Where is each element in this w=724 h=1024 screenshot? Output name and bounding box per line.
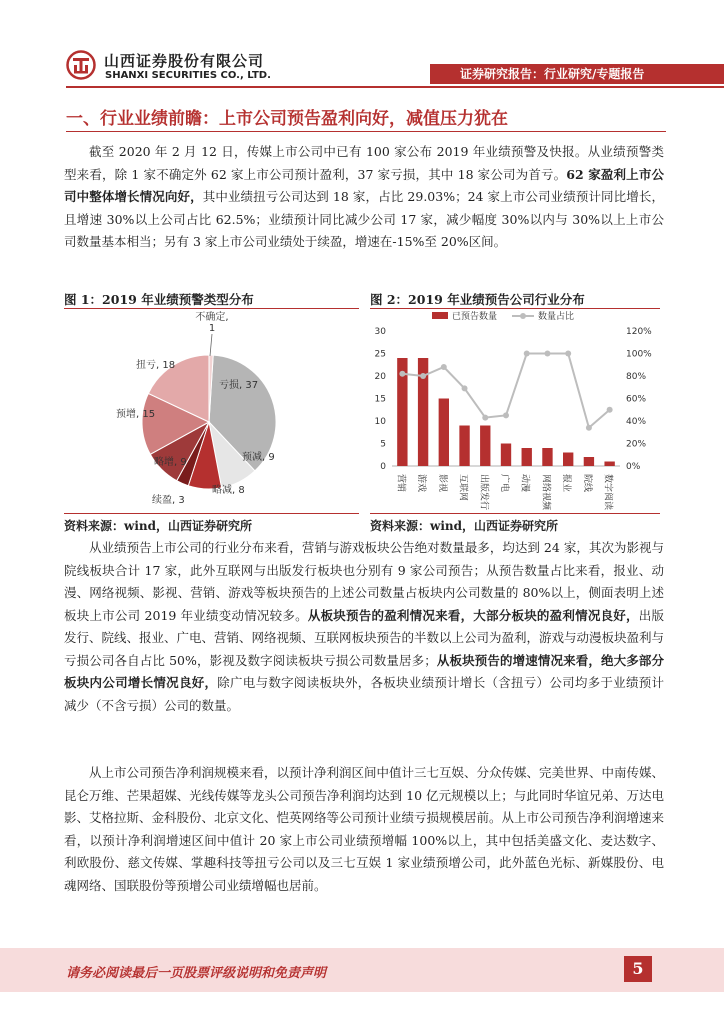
- section-title: 一、行业业绩前瞻：上市公司预告盈利向好，减值压力犹在: [66, 109, 508, 129]
- category-label: 动漫: [519, 474, 530, 493]
- pie-chart: [64, 310, 364, 512]
- category-label: 互联网: [457, 474, 468, 502]
- share-point-游戏: [420, 373, 426, 379]
- share-point-影视: [441, 364, 447, 370]
- figure-1-title: 图 1：2019 年业绩预警类型分布: [64, 292, 254, 307]
- pie-label-5: 略增, 9: [154, 457, 187, 468]
- pie-label-6: 预增, 15: [116, 409, 156, 420]
- paragraph-2-highlight: 从板块预告的盈利情况来看，大部分板块的盈利情况良好，: [307, 607, 639, 623]
- legend-line-label: 数量占比: [538, 312, 575, 322]
- company-name-en: SHANXI SECURITIES CO., LTD.: [105, 70, 271, 81]
- left-tick-label: 30: [374, 327, 386, 337]
- bar-影视: [439, 399, 449, 467]
- legend-bar-label: 已预告数量: [452, 312, 498, 322]
- category-label: 网络视频: [540, 474, 551, 511]
- right-tick-label: 60%: [626, 394, 647, 405]
- share-point-互联网: [462, 385, 468, 391]
- share-point-网络视频: [544, 351, 550, 357]
- right-tick-label: 40%: [626, 417, 647, 427]
- paragraph-3: 从上市公司预告净利润规模来看，以预计净利润区间中值计三七互娱、分众传媒、完美世界、中南传媒、昆仑万维、芒果超媒、光线传媒等龙头公司预告净利润均达到 10 亿元规模以上；与此同时华谊兄弟、万达电影、艾格拉斯、金科股份、北京文化、恺英网络等公司预计业绩亏损规模居前。从上市公司预告净利润增速来看，以预计净利润增速区间中值计 20 家上市公司业绩预增幅 100%以上，其中包括美盛文化、麦达数字、利欧股份、慈文传媒、掌趣科技等扭亏公司以及三七互娱 1 家业绩预增公司，此外蓝色光标、新媒股份、电魂网络、国联股份等预增公司业绩增幅也居前。: [64, 765, 665, 893]
- share-point-广电: [503, 412, 509, 418]
- left-tick-label: 15: [374, 394, 386, 405]
- pie-leader-line: [210, 334, 212, 356]
- share-point-动漫: [524, 351, 530, 357]
- page-header: [0, 0, 724, 90]
- left-tick-label: 5: [380, 439, 386, 450]
- right-tick-label: 120%: [626, 327, 652, 337]
- paragraph-2-highlight-2: 从板块预告的增速情况来看，绝大多部分板块内公司增长情况良好，: [64, 652, 664, 690]
- category-label: 出版发行: [478, 474, 489, 511]
- page-number: 5: [624, 956, 652, 982]
- company-name-cn: 山西证券股份有限公司: [104, 52, 265, 70]
- pie-label-7: 扭亏, 18: [136, 360, 176, 371]
- pie-label-1: 亏损, 37: [219, 380, 259, 391]
- left-tick-label: 25: [374, 349, 386, 360]
- share-point-出版发行: [482, 415, 488, 421]
- right-tick-label: 80%: [626, 372, 647, 382]
- paragraph-1: [64, 141, 664, 254]
- paragraph-2-text-3: 除广电与数字阅读板块外，各板块业绩预计增长（含扭亏）公司均多于业绩预计减少（不含亏损）公司的数量。: [64, 675, 664, 713]
- share-point-报业: [565, 351, 571, 357]
- bar-出版发行: [480, 426, 490, 467]
- paragraph-1-text-2: 其中业绩扭亏公司达到 18 家，占比 29.03%；24 家上市公司业绩预计同比增长，且增速 30%以上公司占比 62.5%；业绩预计同比减少公司 17 家，减少幅度 30%以内与 30%以上上市公司数量基本相当；另有 3 家上市公司业绩处于续盈，增速在-15%至 20%区间。: [64, 189, 664, 249]
- bar-网络视频: [542, 448, 552, 466]
- section-title-divider: [66, 131, 666, 132]
- bar-line-chart: [362, 310, 662, 512]
- share-point-数字阅读: [607, 407, 613, 413]
- category-label: 广电: [499, 474, 509, 493]
- figure-2-source-divider: [370, 513, 660, 514]
- pie-label-8: 不确定,: [195, 312, 229, 323]
- bar-广电: [501, 444, 511, 467]
- figure-2-title-divider: [370, 308, 660, 309]
- pie-label-8-value: 1: [208, 323, 216, 334]
- figure-1-source-divider: [64, 513, 359, 514]
- pie-label-4: 续盈, 3: [152, 495, 185, 506]
- paragraph-1-text: 截至 2020 年 2 月 12 日，传媒上市公司中已有 100 家公布 2019 年业绩预警及快报。从业绩预警类型来看，除 1 家不确定外 62 家上市公司预计盈利，37 家亏损，其中 18 家公司为首亏。: [64, 144, 664, 182]
- category-label: 影视: [436, 474, 447, 493]
- paragraph-2-text-2: 出版发行、院线、报业、广电、营销、网络视频、互联网板块预告的半数以上公司为盈利，游戏与动漫板块盈利与亏损公司各自占比 50%，影视及数字阅读板块亏损公司数量居多；: [64, 607, 665, 668]
- category-label: 院线: [581, 474, 592, 493]
- category-label: 报业: [561, 474, 572, 493]
- paragraph-1-highlight: 62 家盈利上市公司中整体增长情况向好，: [64, 166, 664, 204]
- footer-disclaimer: 请务必阅读最后一页股票评级说明和免责声明: [66, 966, 327, 981]
- figure-1-source: 资料来源：wind，山西证券研究所: [64, 519, 253, 533]
- header-divider: [66, 86, 724, 88]
- right-tick-label: 100%: [626, 349, 652, 360]
- category-label: 营销: [395, 474, 406, 493]
- share-point-院线: [586, 425, 592, 431]
- legend-bar-swatch: [432, 312, 448, 319]
- right-tick-label: 0%: [626, 462, 641, 472]
- share-point-营销: [399, 371, 405, 377]
- category-label: 数字阅读: [602, 474, 613, 511]
- bar-数字阅读: [604, 462, 614, 467]
- company-logo-icon: [66, 50, 96, 80]
- category-label: 游戏: [416, 474, 427, 493]
- bar-动漫: [522, 448, 532, 466]
- paragraph-2: [64, 537, 664, 717]
- bar-互联网: [459, 426, 469, 467]
- left-tick-label: 20: [374, 372, 386, 382]
- figure-2-source: 资料来源：wind，山西证券研究所: [370, 519, 559, 533]
- figure-2-title: 图 2：2019 年业绩预告公司行业分布: [370, 292, 585, 307]
- report-type-label: 证券研究报告：行业研究/专题报告: [460, 67, 645, 81]
- pie-label-2: 预减, 9: [242, 452, 275, 463]
- legend-line-marker: [520, 313, 526, 319]
- bar-报业: [563, 453, 573, 467]
- pie-label-3: 略减, 8: [212, 485, 245, 496]
- figure-1-title-divider: [64, 308, 359, 309]
- left-tick-label: 0: [380, 462, 386, 472]
- paragraph-2-text: 从业绩预告上市公司的行业分布来看，营销与游戏板块公告绝对数量最多，均达到 24 家，其次为影视与院线板块合计 17 家，此外互联网与出版发行板块也分别有 9 家公司预告；从预告数量占比来看，报业、动漫、网络视频、影视、营销、游戏等板块预告的上述公司数量占板块内公司数量的 80%以上，侧面表明上述板块上市公司 2019 年业绩变动情况较多。: [64, 540, 664, 623]
- right-tick-label: 20%: [626, 439, 647, 450]
- left-tick-label: 10: [374, 417, 386, 427]
- bar-院线: [584, 457, 594, 466]
